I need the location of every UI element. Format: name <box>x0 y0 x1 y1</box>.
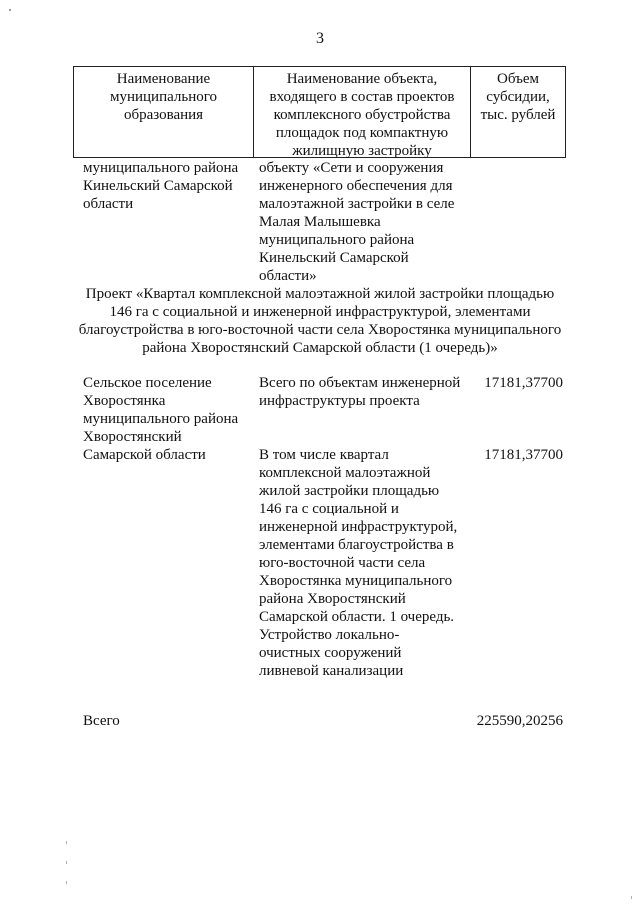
continued-row-object: объекту «Сети и сооружения инженерного обеспечения для малоэтажной застройки в селе Малая Малышевка муниципального района Кинельский Самарской области» <box>259 160 455 284</box>
scan-artifact-tick <box>66 861 67 864</box>
scan-artifact-tick <box>66 881 67 884</box>
total-label: Всего <box>83 713 120 729</box>
continued-row-municipality: муниципального района Кинельский Самарской области <box>83 160 239 212</box>
scan-artifact-tick <box>66 841 67 844</box>
row-1-municipality: Сельское поселение Хворостянка муниципального района Хворостянский <box>83 375 239 445</box>
row-2-municipality: Самарской области <box>83 447 206 463</box>
header-object: Наименование объекта, входящего в состав проектов комплексного обустройства площадок под компактную жилищную застройку <box>269 71 455 159</box>
header-municipality: Наименование муниципального образования <box>109 71 218 123</box>
total-amount: 225590,20256 <box>476 713 563 729</box>
scan-artifact-dot <box>9 9 11 11</box>
row-1-amount: 17181,37700 <box>484 375 563 391</box>
header-subsidy: Объем субсидии, тыс. рублей <box>480 71 556 123</box>
project-title: Проект «Квартал комплексной малоэтажной жилой застройки площадью 146 га с социальной и инженерной инфраструктурой, элементами благоустройства в юго-восточной части села Хворостянка муниципального района Хворостянский Самарской области (1 очередь)» <box>78 286 562 356</box>
row-2-amount: 17181,37700 <box>484 447 563 463</box>
page-number: 3 <box>316 30 324 47</box>
row-2-object: В том числе квартал комплексной малоэтажной жилой застройки площадью 146 га с социальной и инженерной инфраструктурой, элементами благоустройства в юго-восточной части села Хворостянка муниципального района Хворостянский Самарской области. 1 очередь. Устройство локально- очистных сооружений ливневой канализации <box>259 447 458 679</box>
row-1-object: Всего по объектам инженерной инфраструктуры проекта <box>259 375 461 409</box>
scan-artifact-tick <box>631 896 632 899</box>
